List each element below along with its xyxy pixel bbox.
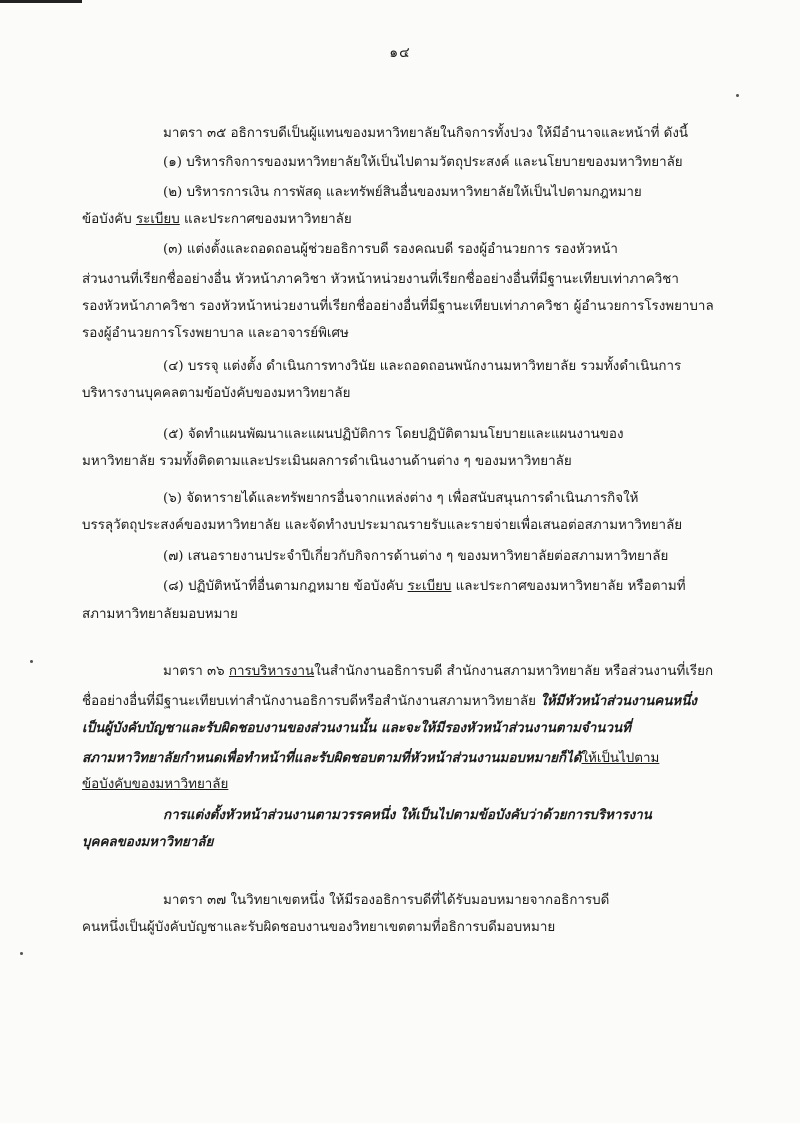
- section-36-para-2-cont: บุคคลของมหาวิทยาลัย: [82, 834, 214, 850]
- underlined-term: ให้เป็นไปตาม: [581, 751, 660, 766]
- section-35-item-3-cont: รองผู้อำนวยการโรงพยาบาล และอาจารย์พิเศษ: [82, 326, 349, 341]
- section-35-item-2-cont: ข้อบังคับ ระเบียบ และประกาศของมหาวิทยาลัย: [82, 212, 352, 227]
- section-36-cont: เป็นผู้บังคับบัญชาและรับผิดชอบงานของส่วนงานนั้น และจะให้มีรองหัวหน้าส่วนงานตามจำนวนที่: [82, 720, 631, 736]
- scan-edge-mark: [0, 0, 82, 3]
- scan-speck: [736, 94, 739, 97]
- scan-speck: [30, 660, 33, 663]
- underlined-term: ระเบียบ: [407, 579, 452, 594]
- section-35-item-7: (๗) เสนอรายงานประจำปีเกี่ยวกับกิจการด้านต่าง ๆ ของมหาวิทยาลัยต่อสภามหาวิทยาลัย: [163, 549, 669, 564]
- section-35-item-2: (๒) บริหารการเงิน การพัสดุ และทรัพย์สินอื่นของมหาวิทยาลัยให้เป็นไปตามกฎหมาย: [163, 185, 642, 200]
- section-35-item-5-cont: มหาวิทยาลัย รวมทั้งติดตามและประเมินผลการดำเนินงานด้านต่าง ๆ ของมหาวิทยาลัย: [82, 454, 572, 469]
- section-35-item-4: (๔) บรรจุ แต่งตั้ง ดำเนินการทางวินัย และถอดถอนพนักงานมหาวิทยาลัย รวมทั้งดำเนินการ: [163, 359, 682, 374]
- section-37-heading: มาตรา ๓๗ ในวิทยาเขตหนึ่ง ให้มีรองอธิการบดีที่ได้รับมอบหมายจากอธิการบดี: [163, 893, 610, 908]
- bold-italic-text: ให้มีหัวหน้าส่วนงานคนหนึ่ง: [540, 693, 697, 709]
- section-35-item-6: (๖) จัดหารายได้และทรัพยากรอื่นจากแหล่งต่าง ๆ เพื่อสนับสนุนการดำเนินภารกิจให้: [163, 491, 639, 506]
- section-35-item-3: (๓) แต่งตั้งและถอดถอนผู้ช่วยอธิการบดี รองคณบดี รองผู้อำนวยการ รองหัวหน้า: [163, 242, 618, 257]
- bold-italic-text: สภามหาวิทยาลัยกำหนดเพื่อทำหน้าที่และรับผิดชอบตามที่หัวหน้าส่วนงานมอบหมายก็ได้: [82, 750, 582, 766]
- section-37-cont: คนหนึ่งเป็นผู้บังคับบัญชาและรับผิดชอบงานของวิทยาเขตตามที่อธิการบดีมอบหมาย: [82, 920, 556, 935]
- section-35-item-3-cont: รองหัวหน้าภาควิชา รองหัวหน้าหน่วยงานที่เรียกชื่ออย่างอื่นที่มีฐานะเทียบเท่าภาควิชา ผู้อำนวยการโรงพยาบาล: [82, 299, 714, 314]
- scan-speck: [20, 952, 23, 955]
- page-number: ๑๔: [389, 45, 411, 61]
- section-35-item-3-cont: ส่วนงานที่เรียกชื่ออย่างอื่น หัวหน้าภาควิชา หัวหน้าหน่วยงานที่เรียกชื่ออย่างอื่นที่มีฐานะเทียบเท่าภาควิชา: [82, 272, 679, 287]
- section-36-cont: ชื่ออย่างอื่นที่มีฐานะเทียบเท่าสำนักงานอธิการบดีหรือสำนักงานสภามหาวิทยาลัย ให้มีหัวหน้าส่วนงานคนหนึ่ง: [82, 693, 697, 709]
- section-36-cont: ข้อบังคับของมหาวิทยาลัย: [82, 777, 229, 792]
- underlined-term: ระเบียบ: [135, 212, 180, 227]
- section-35-item-8-cont: สภามหาวิทยาลัยมอบหมาย: [82, 607, 238, 622]
- section-35-item-1: (๑) บริหารกิจการของมหาวิทยาลัยให้เป็นไปตามวัตถุประสงค์ และนโยบายของมหาวิทยาลัย: [163, 155, 683, 170]
- section-35-heading: มาตรา ๓๕ อธิการบดีเป็นผู้แทนของมหาวิทยาลัยในกิจการทั้งปวง ให้มีอำนาจและหน้าที่ ดังนี้: [163, 126, 689, 141]
- section-36-para-2: การแต่งตั้งหัวหน้าส่วนงานตามวรรคหนึ่ง ให้เป็นไปตามข้อบังคับว่าด้วยการบริหารงาน: [163, 807, 652, 823]
- underlined-term: การบริหารงาน: [228, 664, 315, 679]
- section-35-item-8: (๘) ปฏิบัติหน้าที่อื่นตามกฎหมาย ข้อบังคับ ระเบียบ และประกาศของมหาวิทยาลัย หรือตามที่: [163, 579, 686, 594]
- section-36-cont: [82, 748, 659, 769]
- section-35-item-5: (๕) จัดทำแผนพัฒนาและแผนปฏิบัติการ โดยปฏิบัติตามนโยบายและแผนงานของ: [163, 427, 624, 442]
- section-35-item-4-cont: บริหารงานบุคคลตามข้อบังคับของมหาวิทยาลัย: [82, 386, 351, 401]
- section-35-item-6-cont: บรรลุวัตถุประสงค์ของมหาวิทยาลัย และจัดทำงบประมาณรายรับและรายจ่ายเพื่อเสนอต่อสภามหาวิทยาลัย: [82, 518, 683, 533]
- section-36-heading: มาตรา ๓๖ การบริหารงานในสำนักงานอธิการบดี สำนักงานสภามหาวิทยาลัย หรือส่วนงานที่เรียก: [163, 664, 714, 679]
